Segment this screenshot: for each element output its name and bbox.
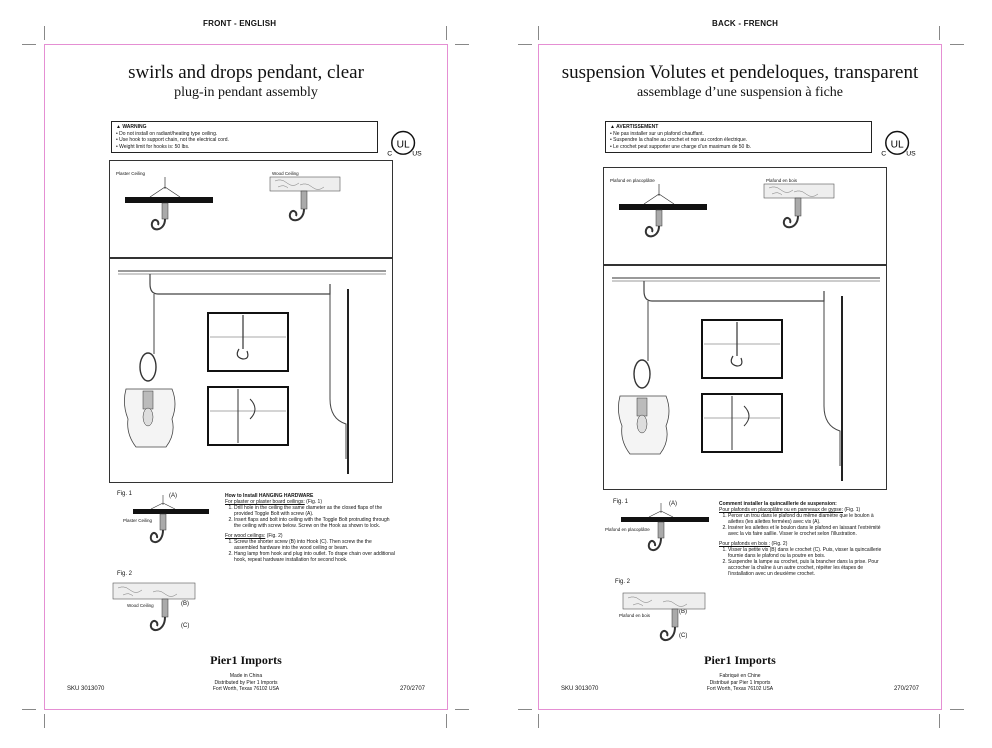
crop-mark <box>518 709 532 710</box>
section2-step: 2. Suspendre la lampe au crochet, puis la brancher dans la prise. Pour accrocher la chaîne à un autre crochet, répéter les étapes de l’installation avec un deuxième crochet. <box>728 559 889 577</box>
ceiling-diagram-box <box>603 167 887 265</box>
brand-logo: Pier1 Imports <box>704 653 776 667</box>
page-title: swirls and drops pendant, clear <box>128 62 364 83</box>
front-side-label: FRONT - ENGLISH <box>203 19 277 28</box>
section2-title: Pour plafonds en bois : <box>719 541 771 547</box>
fig1-label: Fig. 1 <box>613 499 629 505</box>
footer-line: Fort Worth, Texas 76102 USA <box>212 686 280 692</box>
page-subtitle: assemblage d’une suspension à fiche <box>636 85 844 100</box>
brand-logo: Pier1 Imports <box>210 653 282 667</box>
ceiling-label-plaster: Plafond en placoplâtre <box>610 178 655 183</box>
back-panel <box>538 44 942 710</box>
fig2-caption: Wood Ceiling <box>127 603 154 608</box>
footer-info <box>539 673 941 693</box>
fig1-part-a: (A) <box>669 501 677 507</box>
product-code: 270/2707 <box>399 686 425 692</box>
crop-mark <box>939 26 940 40</box>
product-code: 270/2707 <box>893 686 919 692</box>
warning-title: AVERTISSEMENT <box>616 124 659 130</box>
fig2-label: Fig. 2 <box>615 579 631 585</box>
section2-step: 1. Visser la petite vis (B) dans le crochet (C). Puis, visser la quincaillerie fournie dans le plafond ou la poutre en bois. <box>728 547 889 559</box>
ceiling-label-wood: Plafond en bois <box>766 178 798 183</box>
section1-ref: (Fig. 1) <box>306 499 322 505</box>
instructions-title: Comment installer la quincaillerie de suspension: <box>719 501 837 507</box>
fig1-label: Fig. 1 <box>117 491 133 497</box>
footer-line: Made in China <box>229 673 263 679</box>
section2-step: 2. Hang lamp from hook and plug into outlet. To drape chain over additional hook, repeat hardware installation for second hook. <box>234 551 395 563</box>
lamp-hanging-diagram-box <box>109 258 393 483</box>
crop-mark <box>455 44 469 45</box>
ul-mark-text: UL <box>890 139 904 151</box>
crop-mark <box>950 44 964 45</box>
ul-c-text: C <box>881 150 887 158</box>
fig2-label: Fig. 2 <box>117 571 133 577</box>
warning-item: • Use hook to support chain, not the electrical cord. <box>116 137 229 143</box>
footer-line: Distribué par Pier 1 Imports <box>709 679 771 686</box>
crop-mark <box>44 26 45 40</box>
warning-item: • Ne pas installer sur un plafond chauffant. <box>610 130 704 137</box>
crop-mark <box>518 44 532 45</box>
warning-item: • Suspendre la chaîne au crochet et non au cordon électrique. <box>610 137 748 143</box>
section2-ref: (Fig. 2) <box>266 533 283 539</box>
sku-number: SKU 3013070 <box>561 686 599 692</box>
section1-ref: (Fig. 1) <box>844 507 861 513</box>
crop-mark <box>22 709 36 710</box>
ul-listing-mark-icon <box>879 127 916 161</box>
lamp-hanging-illustration <box>110 259 394 484</box>
front-panel <box>44 44 448 710</box>
footer-line: Fort Worth, Texas 76102 USA <box>706 686 774 692</box>
fig1-toggle-bolt-hook-illustration <box>621 503 711 563</box>
section1-title: Pour plafonds en placoplâtre ou en panneaux de gypse: <box>719 507 843 513</box>
ul-us-text: US <box>412 150 422 158</box>
ceiling-label-wood: Wood Ceiling <box>272 171 299 176</box>
sku-number: SKU 3013070 <box>67 686 105 692</box>
crop-mark <box>44 714 45 728</box>
ul-listing-mark-icon <box>385 127 422 161</box>
ul-mark-text: UL <box>396 139 410 151</box>
section1-title: For plaster or plaster board ceilings: <box>225 499 305 505</box>
fig1-caption: Plaster Ceiling <box>123 518 153 523</box>
crop-mark <box>538 714 539 728</box>
fig2-wood-hook-illustration <box>113 583 213 643</box>
crop-mark <box>22 44 36 45</box>
wood-ceiling-hook-illustration <box>270 177 380 252</box>
crop-mark <box>538 26 539 40</box>
warning-title: WARNING <box>122 124 147 130</box>
section1-step: 2. Insert flaps and bolt into ceiling with the Toggle Bolt protruding through the ceiling with screw below. Screw on the Hook as shown to lock. <box>234 517 395 529</box>
section2-title: For wood ceilings: <box>225 533 266 539</box>
warning-item: • Le crochet peut supporter une charge d’un maximum de 50 lb. <box>610 143 751 150</box>
ul-c-text: C <box>387 150 393 158</box>
fig2-part-c: (C) <box>679 633 688 639</box>
crop-mark <box>455 709 469 710</box>
section2-ref: (Fig. 2) <box>771 541 788 547</box>
page-title: suspension Volutes et pendeloques, transparent <box>561 62 919 83</box>
lamp-hanging-diagram-box <box>603 265 887 490</box>
page-subtitle: plug-in pendant assembly <box>174 85 318 100</box>
fig1-caption: Plafond en placoplâtre <box>605 527 650 532</box>
ceiling-label-plaster: Plaster Ceiling <box>116 171 146 176</box>
warning-box: ▲ AVERTISSEMENT • Ne pas installer sur un plafond chauffant. • Suspendre la chaîne au crochet et non au cordon électrique. • Le crochet peut supporter une charge d’un maximum de 50 lb. <box>605 121 872 153</box>
fig1-part-a: (A) <box>169 493 177 499</box>
fig2-part-b: (B) <box>181 601 189 607</box>
section1-step: 2. Insérer les ailettes et le boulon dans le plafond en laissant l’extrémité avec la vis faire saillie. Visser le crochet selon l’illustration. <box>728 525 889 537</box>
warning-item: • Weight limit for hooks is: 50 lbs. <box>116 143 190 150</box>
back-side-label: BACK - FRENCH <box>712 19 779 28</box>
section1-step: 1. Drill hole in the ceiling the same diameter as the closed flaps of the provided Toggle Bolt with screw (A). <box>234 505 395 517</box>
fig2-wood-hook-illustration <box>623 593 723 653</box>
footer-line: Fabriqué en Chine <box>719 673 761 679</box>
ceiling-diagram-box <box>109 160 393 258</box>
plaster-ceiling-hook-illustration <box>120 177 230 252</box>
instructions <box>719 501 889 577</box>
plaster-ceiling-hook-illustration <box>614 184 724 259</box>
crop-mark <box>950 709 964 710</box>
section2-step: 1. Screw the shorter screw (B) into Hook (C). Then screw the the assembled hardware into the wood ceiling or beam. <box>234 539 395 551</box>
crop-mark <box>446 26 447 40</box>
instructions <box>225 493 395 563</box>
warning-box: ▲ WARNING • Do not install on radiant/heating type ceiling. • Use hook to support chain, not the electrical cord. • Weight limit for hooks is: 50 lbs. <box>111 121 378 153</box>
fig2-part-c: (C) <box>181 623 190 629</box>
fig2-part-b: (B) <box>679 609 687 615</box>
lamp-hanging-illustration <box>604 266 888 491</box>
fig2-caption: Plafond en bois <box>619 613 651 618</box>
crop-mark <box>939 714 940 728</box>
fig1-toggle-bolt-hook-illustration <box>133 495 223 555</box>
wood-ceiling-hook-illustration <box>764 184 874 259</box>
ul-us-text: US <box>906 150 916 158</box>
instructions-title: How to Install HANGING HARDWARE <box>225 493 314 499</box>
footer-line: Distributed by Pier 1 Imports <box>214 679 278 686</box>
crop-mark <box>446 714 447 728</box>
section1-step: 1. Percer un trou dans le plafond du même diamètre que le boulon à ailettes (les ailettes fermées) avec vis (A). <box>728 513 889 525</box>
footer-info <box>45 673 447 693</box>
warning-item: • Do not install on radiant/heating type ceiling. <box>116 130 218 137</box>
